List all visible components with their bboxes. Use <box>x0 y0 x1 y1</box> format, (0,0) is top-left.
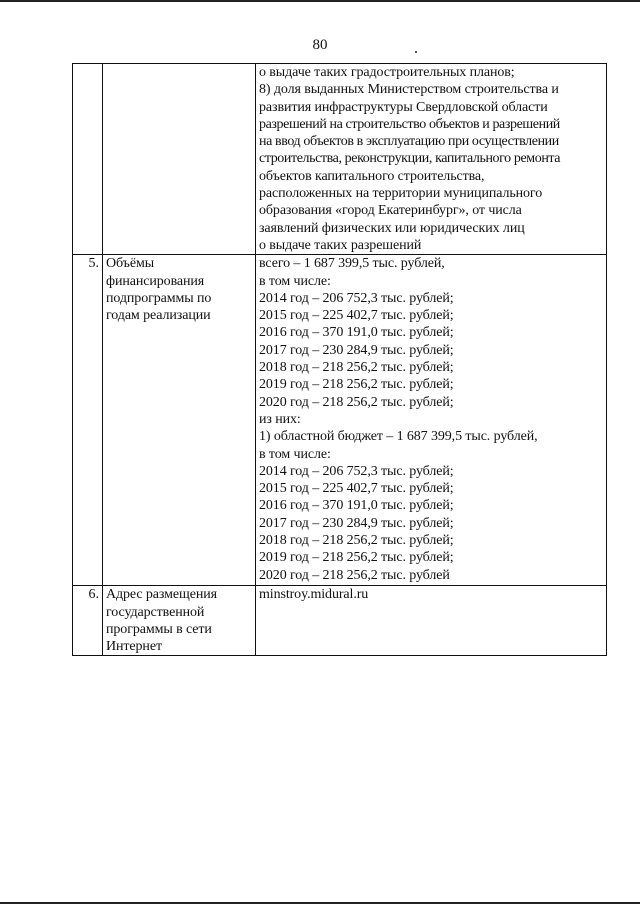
row-label <box>103 255 256 586</box>
text-line: расположенных на территории муниципального <box>259 186 543 202</box>
text-line: 2019 год – 218 256,2 тыс. рублей; <box>259 377 454 393</box>
text-line: 2015 год – 225 402,7 тыс. рублей; <box>259 308 454 324</box>
row-content <box>256 64 607 255</box>
text-line: на ввод объектов в эксплуатацию при осуществлении <box>259 134 559 150</box>
label-line: Адрес размещения <box>106 587 217 603</box>
text-line: разрешений на строительство объектов и разрешений <box>259 116 560 132</box>
text-line: всего – 1 687 399,5 тыс. рублей, <box>259 256 445 272</box>
website-link: minstroy.midural.ru <box>259 587 369 603</box>
text-line: 2014 год – 206 752,3 тыс. рублей; <box>259 290 454 306</box>
text-line: 8) доля выданных Министерством строительства и <box>259 82 559 98</box>
label-line: подпрограммы по <box>106 290 212 306</box>
text-line: о выдаче таких градостроительных планов; <box>259 65 515 80</box>
text-line: образования «город Екатеринбург», от числа <box>259 203 522 219</box>
text-line: объектов капитального строительства, <box>259 168 485 184</box>
row-number: 5. <box>73 255 103 586</box>
text-line: из них: <box>259 411 301 427</box>
label-line: Интернет <box>106 639 162 655</box>
text-line: 1) областной бюджет – 1 687 399,5 тыс. рублей, <box>259 429 538 445</box>
row-content <box>256 586 607 656</box>
row-label <box>103 64 256 255</box>
text-line: строительства, реконструкции, капитального ремонта <box>259 151 561 167</box>
table-row <box>73 64 607 255</box>
text-line: 2017 год – 230 284,9 тыс. рублей; <box>259 342 454 358</box>
page-number: 80 <box>312 37 328 53</box>
text-line: 2018 год – 218 256,2 тыс. рублей; <box>259 533 454 549</box>
text-line: развития инфраструктуры Свердловской области <box>259 99 548 115</box>
row-label <box>103 586 256 656</box>
passport-table <box>72 63 607 656</box>
text-line: 2019 год – 218 256,2 тыс. рублей; <box>259 550 454 566</box>
text-line: 2020 год – 218 256,2 тыс. рублей <box>259 567 450 583</box>
text-line: в том числе: <box>259 446 331 462</box>
text-line: 2018 год – 218 256,2 тыс. рублей; <box>259 360 454 376</box>
table-row <box>73 255 607 586</box>
text-line: о выдаче таких разрешений <box>259 237 422 253</box>
text-line: 2020 год – 218 256,2 тыс. рублей; <box>259 394 454 410</box>
label-line: годам реализации <box>106 308 211 324</box>
page-edge-bottom <box>0 902 640 904</box>
page-edge-top <box>0 0 640 2</box>
text-line: заявлений физических или юридических лиц <box>259 220 525 236</box>
text-line: 2015 год – 225 402,7 тыс. рублей; <box>259 481 454 497</box>
text-line: 2014 год – 206 752,3 тыс. рублей; <box>259 463 454 479</box>
text-line: 2016 год – 370 191,0 тыс. рублей; <box>259 325 454 341</box>
label-line: финансирования <box>106 273 205 289</box>
text-line: 2016 год – 370 191,0 тыс. рублей; <box>259 498 454 514</box>
table-row <box>73 586 607 656</box>
row-content <box>256 255 607 586</box>
scan-speck <box>415 51 417 53</box>
label-line: программы в сети <box>106 621 212 637</box>
text-line: 2017 год – 230 284,9 тыс. рублей; <box>259 515 454 531</box>
text-line: в том числе: <box>259 273 331 289</box>
label-line: Объёмы <box>106 256 155 272</box>
row-number <box>73 64 103 255</box>
row-number: 6. <box>73 586 103 656</box>
label-line: государственной <box>106 604 205 620</box>
